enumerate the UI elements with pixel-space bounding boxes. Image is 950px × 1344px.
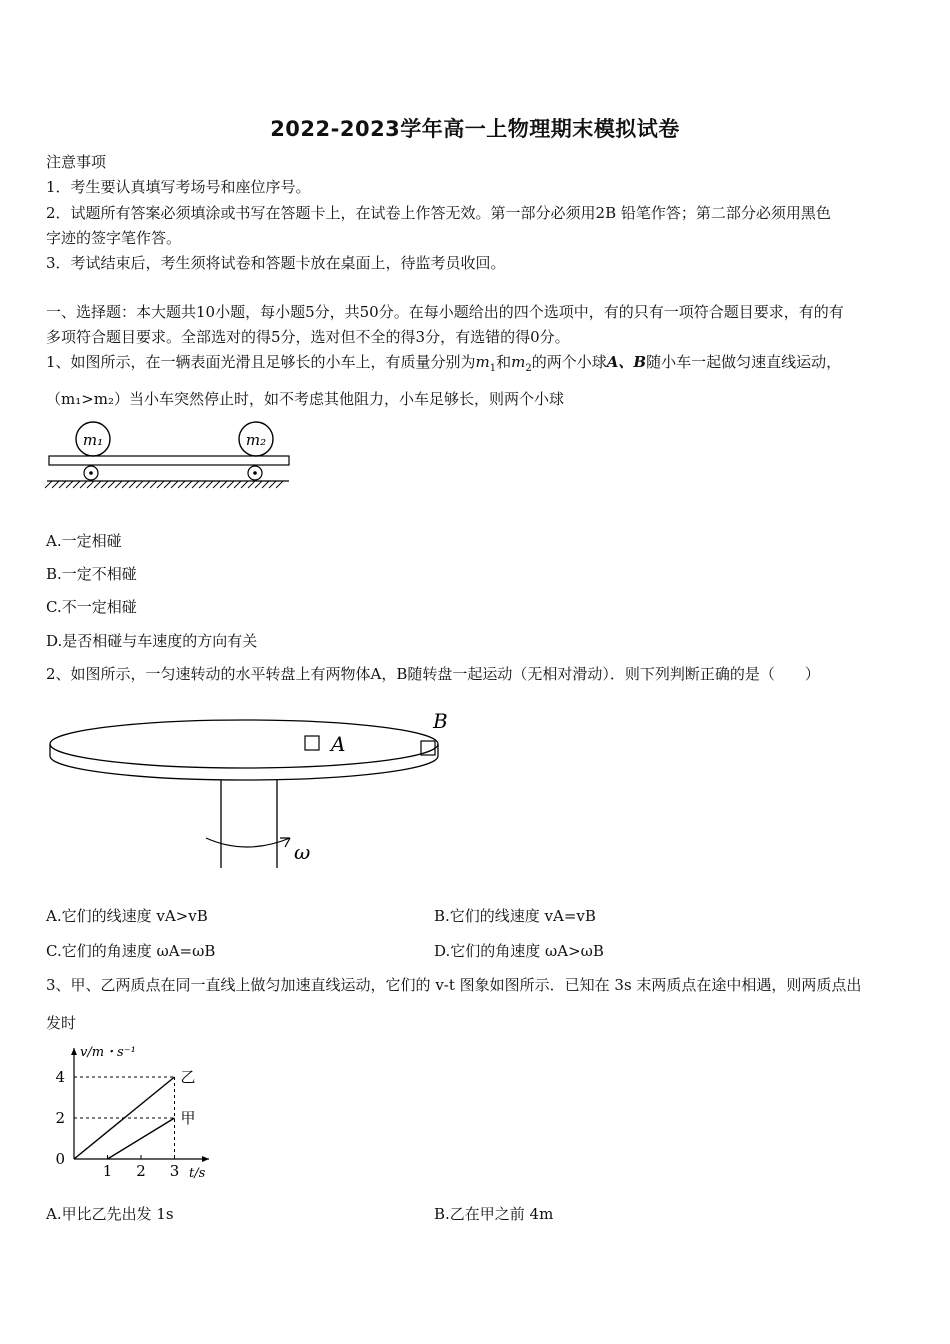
x-axis-label: t/s (189, 1166, 206, 1181)
q3-option-a: A.甲比乙先出发 1s (46, 1205, 174, 1223)
page-title: 2022-2023学年高一上物理期末模拟试卷 (270, 117, 680, 141)
notice-item-3: 3．考试结束后，考生须将试卷和答题卡放在桌面上，待监考员收回。 (46, 254, 506, 272)
cart-body (49, 456, 289, 465)
q2-stem: 2、如图所示，一匀速转动的水平转盘上有两物体A，B随转盘一起运动（无相对滑动）．则下列判断正确的是（ ） (46, 665, 820, 683)
q1-option-a: A.一定相碰 (46, 532, 122, 550)
q2-option-a: A.它们的线速度 vA>vB (46, 907, 208, 925)
section-line-2: 多项符合题目要求。全部选对的得5分，选对但不全的得3分，有选错的得0分。 (46, 328, 570, 346)
omega-label: ω (294, 840, 311, 864)
q2-turntable-figure (46, 706, 466, 876)
notice-heading: 注意事项 (46, 153, 107, 171)
q1-stem-line-2: （m₁>m₂）当小车突然停止时，如不考虑其他阻力，小车足够长，则两个小球 (46, 390, 565, 408)
x-tick-label: 2 (136, 1162, 146, 1180)
q1-condition: （m₁>m₂） (46, 390, 130, 408)
x-axis-arrow (202, 1156, 209, 1162)
y-tick-label: 0 (55, 1150, 65, 1168)
notice-item-2-cont: 字迹的签字笔作答。 (46, 229, 182, 247)
q1-stem-line-1: 1、如图所示，在一辆表面光滑且足够长的小车上，有质量分别为$m_1$和$m_2$的两个小球A、B随小车一起做匀速直线运动， (46, 353, 842, 374)
q3-option-b: B.乙在甲之前 4m (434, 1205, 554, 1223)
turntable-rim (50, 744, 438, 780)
q3-stem-line-2: 发时 (46, 1014, 77, 1032)
q2-option-c: C.它们的角速度 ωA=ωB (46, 942, 216, 960)
section-line-1: 一、选择题：本大题共10小题，每小题5分，共50分。在每小题给出的四个选项中，有的只有一项符合题目要求，有的有 (46, 303, 844, 321)
notice-item-1: 1．考生要认真填写考场号和座位序号。 (46, 178, 311, 196)
x-tick-label: 3 (169, 1162, 180, 1180)
notice-item-2: 2．试题所有答案必须填涂或书写在答题卡上，在试卷上作答无效。第一部分必须用2B 铅笔作答；第二部分必须用黑色 (46, 204, 831, 222)
ball-m2-label: m₂ (245, 431, 267, 449)
x-tick-label: 1 (102, 1162, 113, 1180)
q1-cart-figure (44, 418, 294, 494)
y-axis-arrow (71, 1048, 77, 1055)
ground-hatch (45, 481, 283, 488)
series-label: 乙 (180, 1068, 196, 1086)
turntable-top (50, 720, 438, 768)
q1-option-d: D.是否相碰与车速度的方向有关 (46, 632, 258, 650)
q2-option-d: D.它们的角速度 ωA>ωB (434, 942, 604, 960)
q3-stem-line-1: 3、甲、乙两质点在同一直线上做匀加速直线运动，它们的 v-t 图象如图所示．已知在 3s 末两质点在途中相遇，则两质点出 (46, 976, 862, 994)
y-tick-label: 4 (55, 1068, 65, 1086)
block-a-label: A (331, 732, 346, 756)
block-a (305, 736, 319, 750)
y-tick-label: 2 (55, 1109, 65, 1127)
q1-option-b: B.一定不相碰 (46, 565, 137, 583)
y-axis-label: v/m・s⁻¹ (80, 1045, 136, 1060)
block-b-label: B (433, 709, 448, 733)
ball-m1-label: m₁ (82, 431, 104, 449)
q2-option-b: B.它们的线速度 vA=vB (434, 907, 596, 925)
q3-vt-chart (44, 1040, 224, 1182)
series-label: 甲 (180, 1109, 196, 1127)
q1-option-c: C.不一定相碰 (46, 598, 137, 616)
